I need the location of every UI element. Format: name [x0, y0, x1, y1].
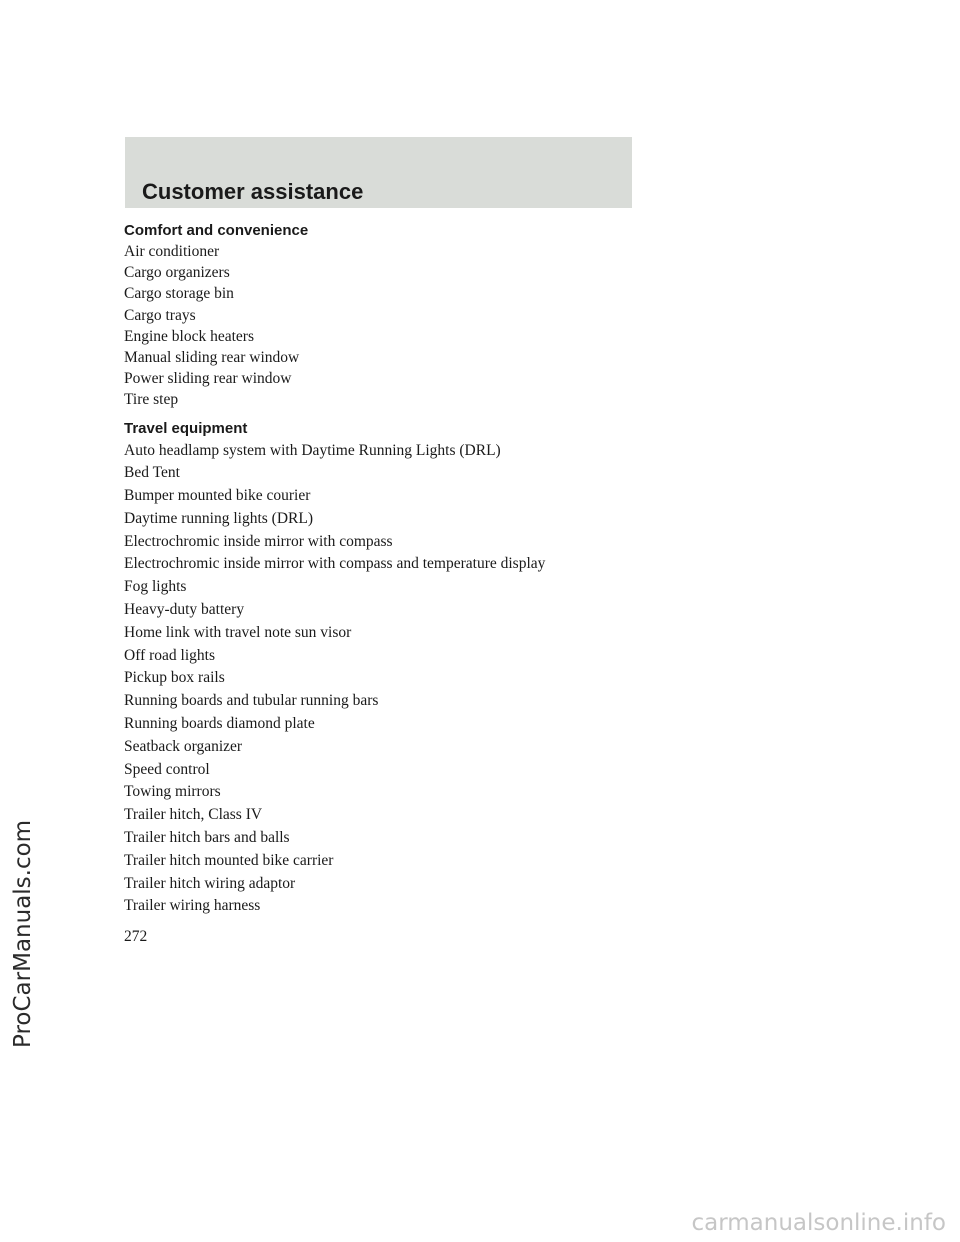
side-watermark: ProCarManuals.com [10, 819, 36, 1048]
list-item: Auto headlamp system with Daytime Running Lights (DRL) [124, 441, 501, 459]
travel-section [124, 419, 724, 919]
list-item: Running boards diamond plate [124, 715, 315, 733]
section-header-band [125, 137, 632, 208]
list-item: Trailer hitch wiring adaptor [124, 874, 296, 892]
comfort-list [124, 241, 724, 411]
list-item: Cargo storage bin [124, 285, 234, 303]
list-item: Speed control [124, 760, 210, 778]
list-item: Cargo organizers [124, 264, 230, 282]
comfort-heading: Comfort and convenience [124, 222, 309, 239]
travel-heading: Travel equipment [124, 419, 248, 437]
list-item: Bumper mounted bike courier [124, 487, 311, 505]
list-item: Engine block heaters [124, 327, 254, 345]
list-item: Seatback organizer [124, 737, 243, 755]
list-item: Power sliding rear window [124, 370, 292, 388]
list-item: Bed Tent [124, 464, 180, 482]
page-title: Customer assistance [142, 179, 364, 204]
list-item: Off road lights [124, 646, 215, 664]
list-item: Electrochromic inside mirror with compass and temperature display [124, 555, 546, 573]
page-number: 272 [124, 928, 148, 945]
document-content [124, 221, 724, 918]
list-item: Trailer hitch, Class IV [124, 806, 263, 824]
list-item: Trailer hitch mounted bike carrier [124, 851, 334, 869]
list-item: Tire step [124, 391, 179, 409]
comfort-section [124, 221, 724, 411]
list-item: Towing mirrors [124, 783, 221, 801]
list-item: Cargo trays [124, 306, 196, 324]
list-item: Electrochromic inside mirror with compass [124, 532, 393, 550]
list-item: Air conditioner [124, 243, 220, 260]
list-item: Heavy-duty battery [124, 601, 245, 619]
travel-list [124, 440, 724, 919]
list-item: Trailer wiring harness [124, 897, 261, 915]
list-item: Trailer hitch bars and balls [124, 829, 290, 847]
list-item: Manual sliding rear window [124, 348, 300, 366]
list-item: Pickup box rails [124, 669, 225, 687]
list-item: Daytime running lights (DRL) [124, 509, 313, 527]
list-item: Fog lights [124, 578, 187, 596]
list-item: Home link with travel note sun visor [124, 623, 352, 641]
list-item: Running boards and tubular running bars [124, 692, 379, 710]
bottom-watermark: carmanualsonline.info [691, 1210, 946, 1236]
